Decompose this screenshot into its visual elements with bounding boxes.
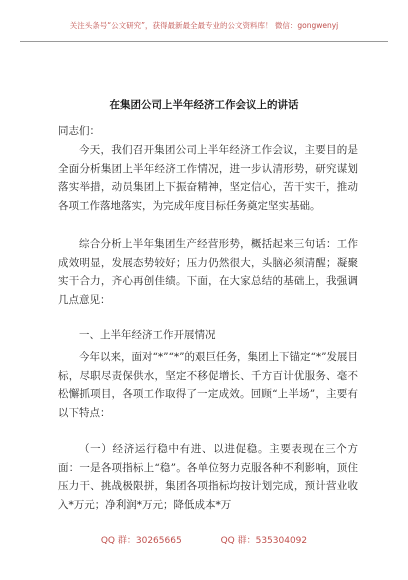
footer-contacts: [0, 533, 408, 546]
header-divider: [20, 41, 388, 42]
paragraph-text: （一）经济运行稳中有进、以进促稳。主要表现在三个方面：一是各项指标上“稳”。各单位努力克服各种不利影响，顶住压力干、挑战极限拼，集团各项指标均按计划完成，预计营业收入*万元；净利润*万元；降低成本*万: [58, 443, 358, 511]
section-heading: [58, 326, 358, 345]
section-heading-text: 一、上半年经济工作开展情况: [79, 329, 216, 341]
document-title: 在集团公司上半年经济工作会议上的讲话: [109, 99, 299, 111]
paragraph-text: 综合分析上半年集团生产经营形势，概括起来三句话：工作成效明显，发展态势较好；压力仍然很大，头脑必须清醒；凝聚实干合力，齐心再创佳绩。下面，在大家总结的基础上，我强调几点意见：: [58, 238, 358, 306]
salutation: 同志们：: [58, 125, 100, 137]
paragraph-3: [58, 348, 358, 422]
paragraph-1: [58, 141, 358, 215]
paragraph-text: 今天，我们召开集团公司上半年经济工作会议，主要目的是全面分析集团上半年经济工作情况，进一步认清形势，研究谋划落实举措，动员集团上下振奋精神，坚定信心，苦干实干，推动各项工作落地落实，为完成年度目标任务奠定坚实基础。: [58, 144, 358, 212]
paragraph-4: [58, 440, 358, 514]
footer-qq-group-1: QQ 群：30265665: [100, 536, 182, 546]
header-notice: 关注头条号“公文研究”，获得最新最全最专业的公文资料库！ 微信：gongwenyj: [69, 21, 339, 30]
paragraph-2: [58, 235, 358, 309]
paragraph-text: 今年以来，面对“*”“*”的艰巨任务，集团上下锚定“*”发展目标，尽职尽责保供水，坚定不移促增长、千方百计优服务、毫不松懈抓项目，各项工作取得了一定成效。回顾“上半场”，主要有以下特点：: [58, 351, 358, 419]
footer-qq-group-2: QQ 群：535304092: [220, 536, 308, 546]
